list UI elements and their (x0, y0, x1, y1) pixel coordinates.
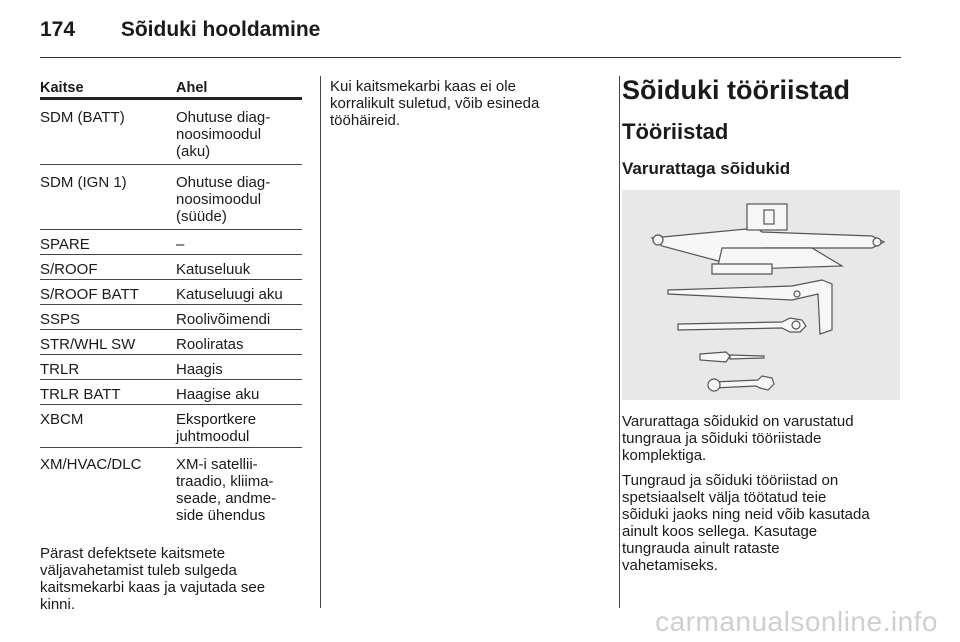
table-row (40, 405, 302, 448)
table-row (40, 255, 302, 280)
fuse-cell: XBCM (40, 405, 176, 448)
fuse-box-note: Pärast defektsete kaitsmete väljavahetamist tuleb sulgeda kaitsmekarbi kaas ja vajutada see kinni. (40, 545, 266, 613)
fuse-cell: TRLR BATT (40, 380, 176, 405)
table-row (40, 230, 302, 255)
vehicle-tools-section (622, 74, 902, 574)
tools-paragraph-1: Varurattaga sõidukid on varustatud tungraua ja sõiduki tööriistade komplektiga. (622, 413, 854, 464)
section-heading: Sõiduki tööriistad (622, 75, 851, 105)
fuse-cell: SPARE (40, 230, 176, 255)
column-divider (619, 76, 620, 608)
table-row (40, 280, 302, 305)
table-row (40, 355, 302, 380)
circuit-cell: Katuseluugi aku (176, 280, 302, 305)
page-header (40, 18, 320, 42)
sub-subsection-heading: Varurattaga sõidukid (622, 159, 791, 178)
tools-paragraph-2: Tungraud ja sõiduki tööriistad on spetsiaalselt välja töötatud teie sõiduki jaoks ning neid võib kasutada ainult koos sellega. Kasutage tungrauda ainult rataste vahetamiseks. (622, 472, 870, 574)
fuse-cell: STR/WHL SW (40, 330, 176, 355)
fuse-table-header (40, 80, 302, 96)
table-row (40, 448, 302, 528)
circuit-cell: Haagis (176, 355, 302, 380)
column-divider (320, 76, 321, 608)
fuse-cell: S/ROOF (40, 255, 176, 280)
circuit-cell: XM-i satellii- traadio, kliima- seade, andme- side ühendus (176, 456, 277, 524)
header-divider (40, 57, 901, 58)
fuse-cell: SDM (BATT) (40, 100, 176, 165)
fuse-cell: XM/HVAC/DLC (40, 456, 142, 473)
page-title: Sõiduki hooldamine (120, 18, 321, 41)
fuse-cell: SSPS (40, 305, 176, 330)
fuse-cell: SDM (IGN 1) (40, 165, 176, 230)
fuse-column-header: Kaitse (40, 80, 84, 96)
fuse-table-column (40, 80, 302, 613)
circuit-cell: Ohutuse diag- noosimoodul (süüde) (176, 165, 302, 230)
subsection-heading: Tööriistad (622, 119, 729, 144)
circuit-column-header: Ahel (176, 80, 208, 96)
tools-illustration (622, 190, 900, 400)
table-row (40, 305, 302, 330)
site-watermark: carmanualsonline.info (655, 606, 938, 637)
table-row (40, 380, 302, 405)
table-row (40, 165, 302, 230)
circuit-cell: Ohutuse diag- noosimoodul (aku) (176, 100, 302, 165)
circuit-cell: Haagise aku (176, 380, 302, 405)
page-number: 174 (40, 18, 76, 41)
table-row (40, 330, 302, 355)
table-row (40, 100, 302, 165)
circuit-cell: Rooliratas (176, 330, 302, 355)
fuse-cell: S/ROOF BATT (40, 280, 176, 305)
fuse-cover-warning: Kui kaitsmekarbi kaas ei ole korralikult suletud, võib esineda tööhäireid. (330, 78, 540, 129)
fuse-cell: TRLR (40, 355, 176, 380)
jack-and-tools-icon (622, 190, 900, 400)
circuit-cell: Roolivõimendi (176, 305, 302, 330)
circuit-cell: Eksportkere juhtmoodul (176, 405, 302, 448)
circuit-cell: Katuseluuk (176, 255, 302, 280)
circuit-cell: – (176, 230, 302, 255)
fuse-table (40, 100, 302, 527)
